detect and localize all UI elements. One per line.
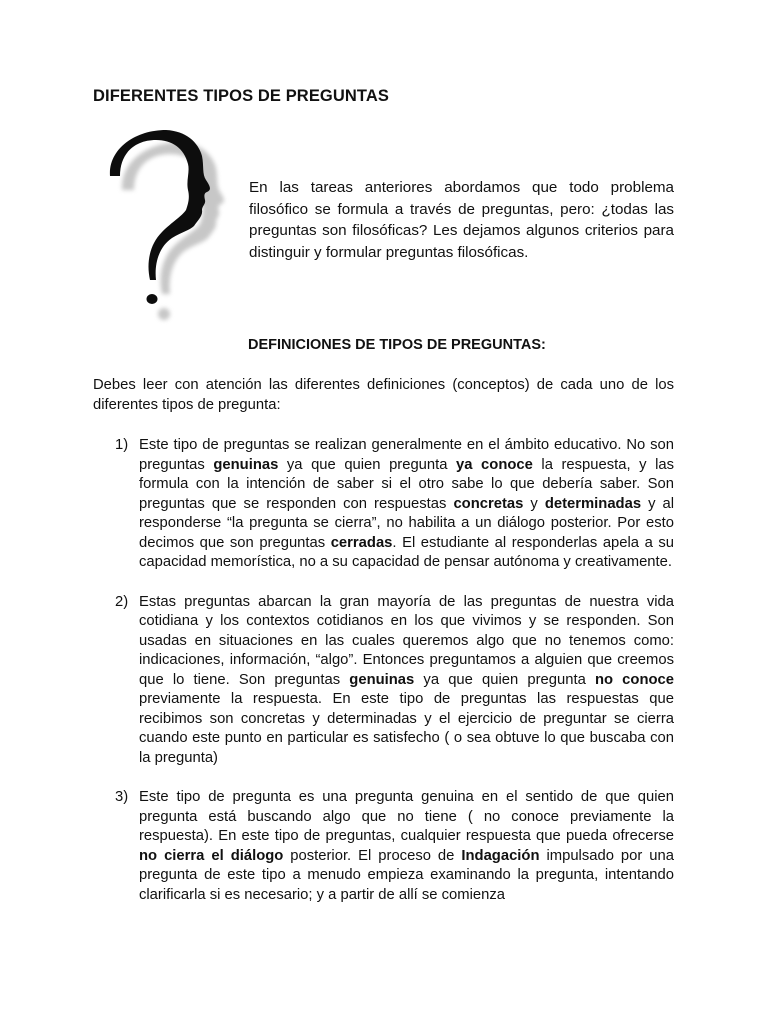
lead-paragraph: Debes leer con atención las diferentes definiciones (conceptos) de cada uno de los diferentes tipos de pregunta:	[93, 377, 674, 413]
list-item-text	[139, 788, 674, 905]
body-text: posterior. El proceso de	[283, 847, 462, 864]
list-item	[93, 593, 674, 769]
emphasis-text: genuinas	[213, 456, 279, 473]
body-text: Este tipo de preguntas se realizan generalmente en el ámbito educativo. No son preguntas	[139, 437, 674, 473]
body-text: Este tipo de pregunta es una pregunta genuina en el sentido de que quien pregunta está buscando algo que no tiene ( no conoce previamente la respuesta). En este tipo de preguntas, cualquier respuesta que pueda ofrecerse	[139, 789, 674, 844]
body-text: . El estudiante al responderlas apela a su capacidad memorística, no a su capacidad de pensar autónoma y creativamente.	[139, 534, 675, 570]
emphasis-text: no cierra el diálogo	[139, 847, 284, 864]
definitions-heading: DEFINICIONES DE TIPOS DE PREGUNTAS:	[248, 337, 546, 353]
body-text: la respuesta, y las formula con la intención de saber si el otro sabe lo que debería saber. Son preguntas que se responden con respuestas	[139, 456, 675, 512]
list-item	[93, 788, 674, 905]
emphasis-text: ya conoce	[456, 456, 533, 473]
body-text: y	[523, 495, 545, 512]
body-text: Estas preguntas abarcan la gran mayoría de las preguntas de nuestra vida cotidiana y los contextos cotidianos en los que vivimos y se responden. Son usadas en situaciones en las cuales queremos algo que no tenemos como: indicaciones, información, “algo”. Entonces preguntamos a alguien que creemos que lo tiene. Son preguntas	[139, 593, 674, 688]
list-item-number: 3)	[115, 789, 129, 805]
intro-paragraph: En las tareas anteriores abordamos que todo problema filosófico se formula a través de preguntas, pero: ¿todas las preguntas son filosóficas? Les dejamos algunos criterios para distinguir y formular preguntas filosóficas.	[249, 179, 674, 261]
list-item-text	[139, 593, 674, 769]
body-text: y al responderse “la pregunta se cierra”, no habilita a un diálogo posterior. Por esto decimos que son preguntas	[139, 495, 675, 551]
emphasis-text: Indagación	[461, 847, 540, 864]
head-profile-question-mark-icon	[100, 128, 230, 328]
emphasis-text: genuinas	[349, 671, 415, 688]
list-item-text	[139, 436, 674, 573]
body-text: impulsado por una pregunta de este tipo a menudo empieza examinando la pregunta, intentando clarificarla si es necesario; y a partir de allí se comienza	[139, 847, 674, 903]
body-text: ya que quien pregunta	[414, 671, 595, 688]
body-text: previamente la respuesta. En este tipo de preguntas las respuestas que recibimos son concretas y determinadas y el ejercicio de preguntar se cierra cuando este punto en particular es satisfecho ( o sea obtuve lo que buscaba con la pregunta)	[139, 691, 674, 766]
list-item-number: 2)	[115, 593, 129, 610]
list-item-number: 1)	[115, 437, 129, 453]
emphasis-text: determinadas	[544, 495, 642, 512]
emphasis-text: concretas	[453, 495, 524, 512]
emphasis-text: no conoce	[594, 671, 674, 688]
definitions-list	[93, 436, 674, 925]
list-item	[93, 436, 674, 573]
document-title: DIFERENTES TIPOS DE PREGUNTAS	[93, 87, 389, 105]
body-text: ya que quien pregunta	[278, 456, 457, 473]
emphasis-text: cerradas	[330, 534, 393, 551]
